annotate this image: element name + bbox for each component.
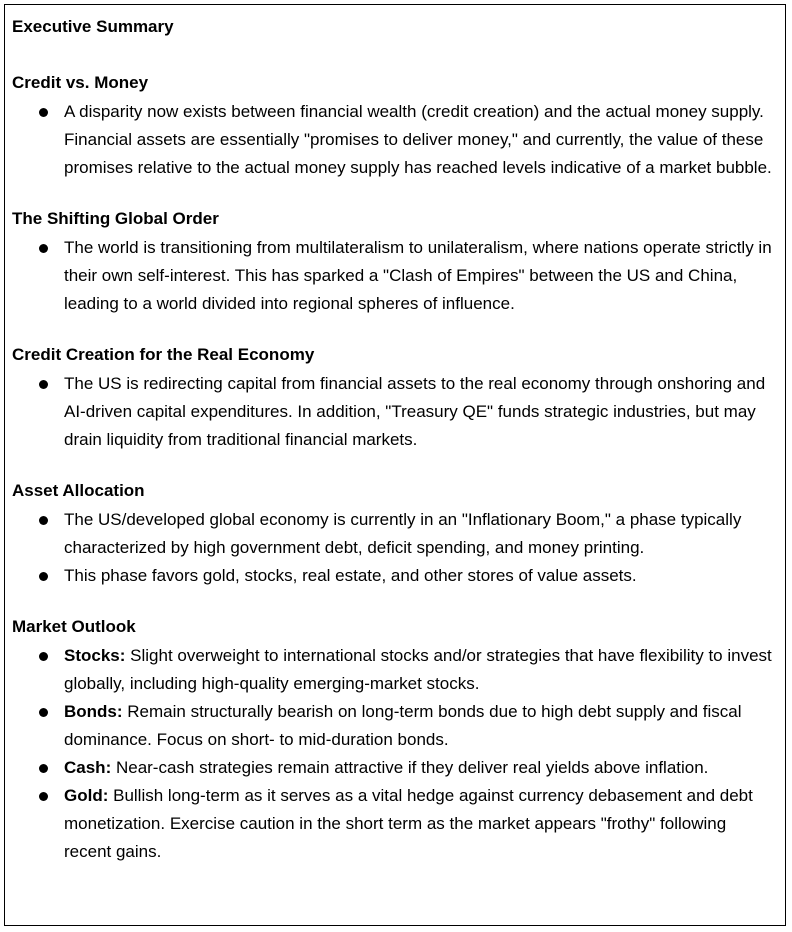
- bullet-lead: Cash:: [64, 758, 112, 777]
- section-heading: Credit vs. Money: [12, 73, 149, 92]
- bullet-list: [12, 98, 777, 182]
- bullet-text: The US/developed global economy is currently in an "Inflationary Boom," a phase typically characterized by high government debt, deficit spending, and money printing.: [64, 510, 742, 557]
- section-heading: Credit Creation for the Real Economy: [12, 345, 315, 364]
- bullet-icon: [39, 652, 48, 661]
- section-heading: Market Outlook: [12, 617, 136, 636]
- bullet-icon: [39, 516, 48, 525]
- bullet-lead: Gold:: [64, 786, 109, 805]
- section-asset-allocation: [12, 479, 777, 590]
- bullet-text: The world is transitioning from multilateralism to unilateralism, where nations operate strictly in their own self-interest. This has sparked a "Clash of Empires" between the US and China, leading to a world divided into regional spheres of influence.: [64, 238, 772, 313]
- summary-box: [4, 4, 786, 926]
- bullet-icon: [39, 792, 48, 801]
- bullet-item: [12, 98, 777, 182]
- bullet-list: [12, 234, 777, 318]
- bullet-icon: [39, 380, 48, 389]
- bullet-lead: Stocks:: [64, 646, 126, 665]
- bullet-icon: [39, 708, 48, 717]
- bullet-item: [12, 506, 777, 562]
- bullet-item: [12, 562, 777, 590]
- bullet-item-stocks: [12, 642, 777, 698]
- section-market-outlook: [12, 615, 777, 866]
- bullet-icon: [39, 572, 48, 581]
- bullet-text: The US is redirecting capital from financial assets to the real economy through onshoring and AI-driven capital expenditures. In addition, "Treasury QE" funds strategic industries, but may drain liquidity from traditional financial markets.: [64, 374, 766, 449]
- bullet-text: Slight overweight to international stocks and/or strategies that have flexibility to invest globally, including high-quality emerging-market stocks.: [64, 646, 772, 693]
- page-title: Executive Summary: [12, 17, 174, 36]
- bullet-item: [12, 370, 777, 454]
- bullet-text: This phase favors gold, stocks, real estate, and other stores of value assets.: [64, 566, 637, 585]
- section-shifting-global-order: [12, 207, 777, 318]
- section-heading: Asset Allocation: [12, 481, 145, 500]
- bullet-text: Remain structurally bearish on long-term bonds due to high debt supply and fiscal dominance. Focus on short- to mid-duration bonds.: [64, 702, 742, 749]
- bullet-list: [12, 506, 777, 590]
- bullet-item-gold: [12, 782, 777, 866]
- bullet-icon: [39, 764, 48, 773]
- section-credit-vs-money: [12, 71, 777, 182]
- bullet-icon: [39, 108, 48, 117]
- bullet-list: [12, 642, 777, 866]
- bullet-item-bonds: [12, 698, 777, 754]
- bullet-icon: [39, 244, 48, 253]
- bullet-text: A disparity now exists between financial wealth (credit creation) and the actual money supply. Financial assets are essentially "promises to deliver money," and currently, the value of these promises relative to the actual money supply has reached levels indicative of a market bubble.: [64, 102, 772, 177]
- bullet-item-cash: [12, 754, 777, 782]
- bullet-item: [12, 234, 777, 318]
- section-heading: The Shifting Global Order: [12, 209, 219, 228]
- section-credit-creation: [12, 343, 777, 454]
- bullet-text: Near-cash strategies remain attractive if they deliver real yields above inflation.: [111, 758, 709, 777]
- bullet-lead: Bonds:: [64, 702, 123, 721]
- bullet-text: Bullish long-term as it serves as a vital hedge against currency debasement and debt monetization. Exercise caution in the short term as the market appears "frothy" following recent gains.: [64, 786, 753, 861]
- bullet-list: [12, 370, 777, 454]
